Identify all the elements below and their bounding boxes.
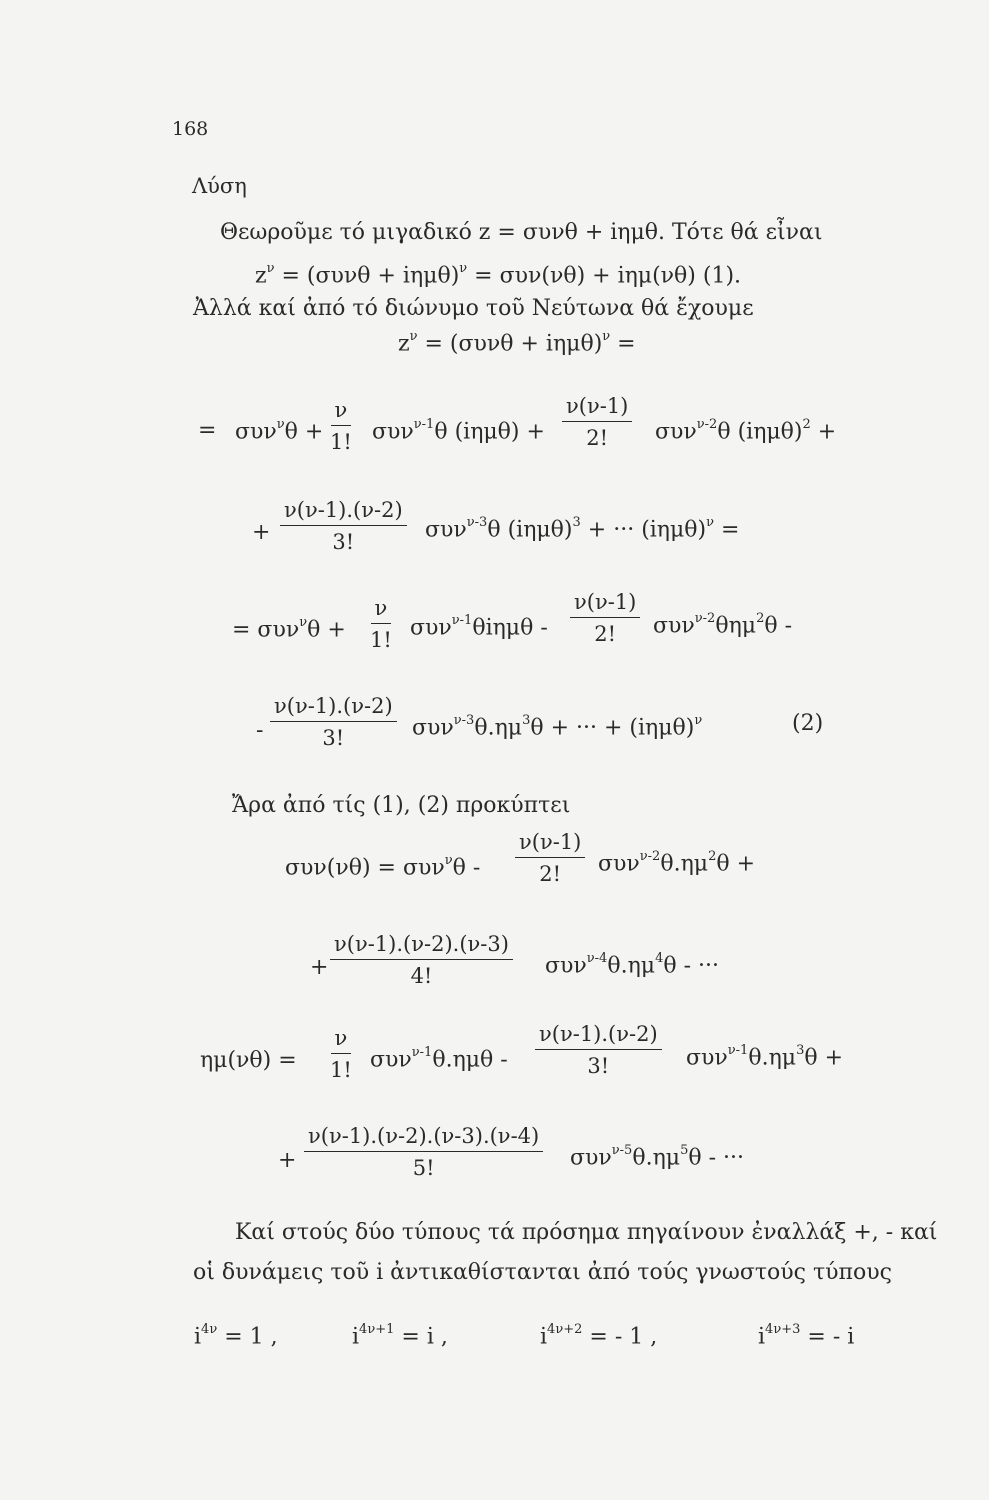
power-1: $i^{4\nu} = 1$ ,: [194, 1322, 278, 1350]
fraction: $\frac{\nu}{1!}$: [330, 1026, 352, 1082]
fraction: $\frac{\nu(\nu-1).(\nu-2)}{3!}$: [270, 696, 397, 749]
fraction: $\frac{\nu(\nu-1).(\nu-2).(\nu-3).(\nu-4)}{5!}$: [304, 1126, 543, 1179]
closing-line-2: οἱ δυνάμεις τοῦ i ἀντικαθίστανται ἀπό τούς γνωστούς τύπους: [193, 1260, 892, 1285]
fraction: $\frac{\nu(\nu-1).(\nu-2)}{3!}$: [535, 1024, 662, 1077]
power-4: $i^{4\nu+3}$ = - i: [758, 1322, 855, 1350]
closing-line-1: Καί στούς δύο τύπους τά πρόσημα πηγαίνουν ἐναλλάξ +, - καί: [235, 1220, 938, 1245]
heading-solution: Λύση: [192, 174, 247, 198]
fraction: $\frac{\nu}{1!}$: [370, 596, 392, 652]
intro-line-2: $z^\nu = (\sigma\upsilon\nu\theta + i\eta\mu\theta)^\nu = \sigma\upsilon\nu(\nu\theta) + i\eta\mu(\nu\theta)$ (1).: [255, 261, 742, 289]
fraction: $\frac{\nu(\nu-1).(\nu-2).(\nu-3)}{4!}$: [330, 934, 513, 987]
equation-tag: (2): [792, 711, 824, 736]
intro-line-1: Θεωροῦμε τό μιγαδικό z = συνθ + iημθ. Τότε θά εἶναι: [220, 220, 823, 245]
fraction: $\frac{\nu(\nu-1)}{2!}$: [570, 592, 640, 645]
fraction: $\frac{\nu}{1!}$: [330, 398, 352, 454]
fraction: $\frac{\nu(\nu-1)}{2!}$: [515, 832, 585, 885]
power-2: $i^{4\nu+1} = i$ ,: [352, 1322, 448, 1350]
power-3: $i^{4\nu+2}$ = - 1 ,: [540, 1322, 658, 1350]
ara-line: Ἄρα ἀπό τίς (1), (2) προκύπτει: [232, 793, 571, 818]
intro-line-4: $z^\nu = (\sigma\upsilon\nu\theta + i\eta\mu\theta)^\nu$ =: [398, 329, 636, 357]
fraction: $\frac{\nu(\nu-1)}{2!}$: [562, 396, 632, 449]
intro-line-3: Ἀλλά καί ἀπό τό διώνυμο τοῦ Νεύτωνα θά ἔχουμε: [193, 296, 754, 321]
page-number: 168: [172, 118, 209, 140]
fraction: $\frac{\nu(\nu-1).(\nu-2)}{3!}$: [280, 500, 407, 553]
